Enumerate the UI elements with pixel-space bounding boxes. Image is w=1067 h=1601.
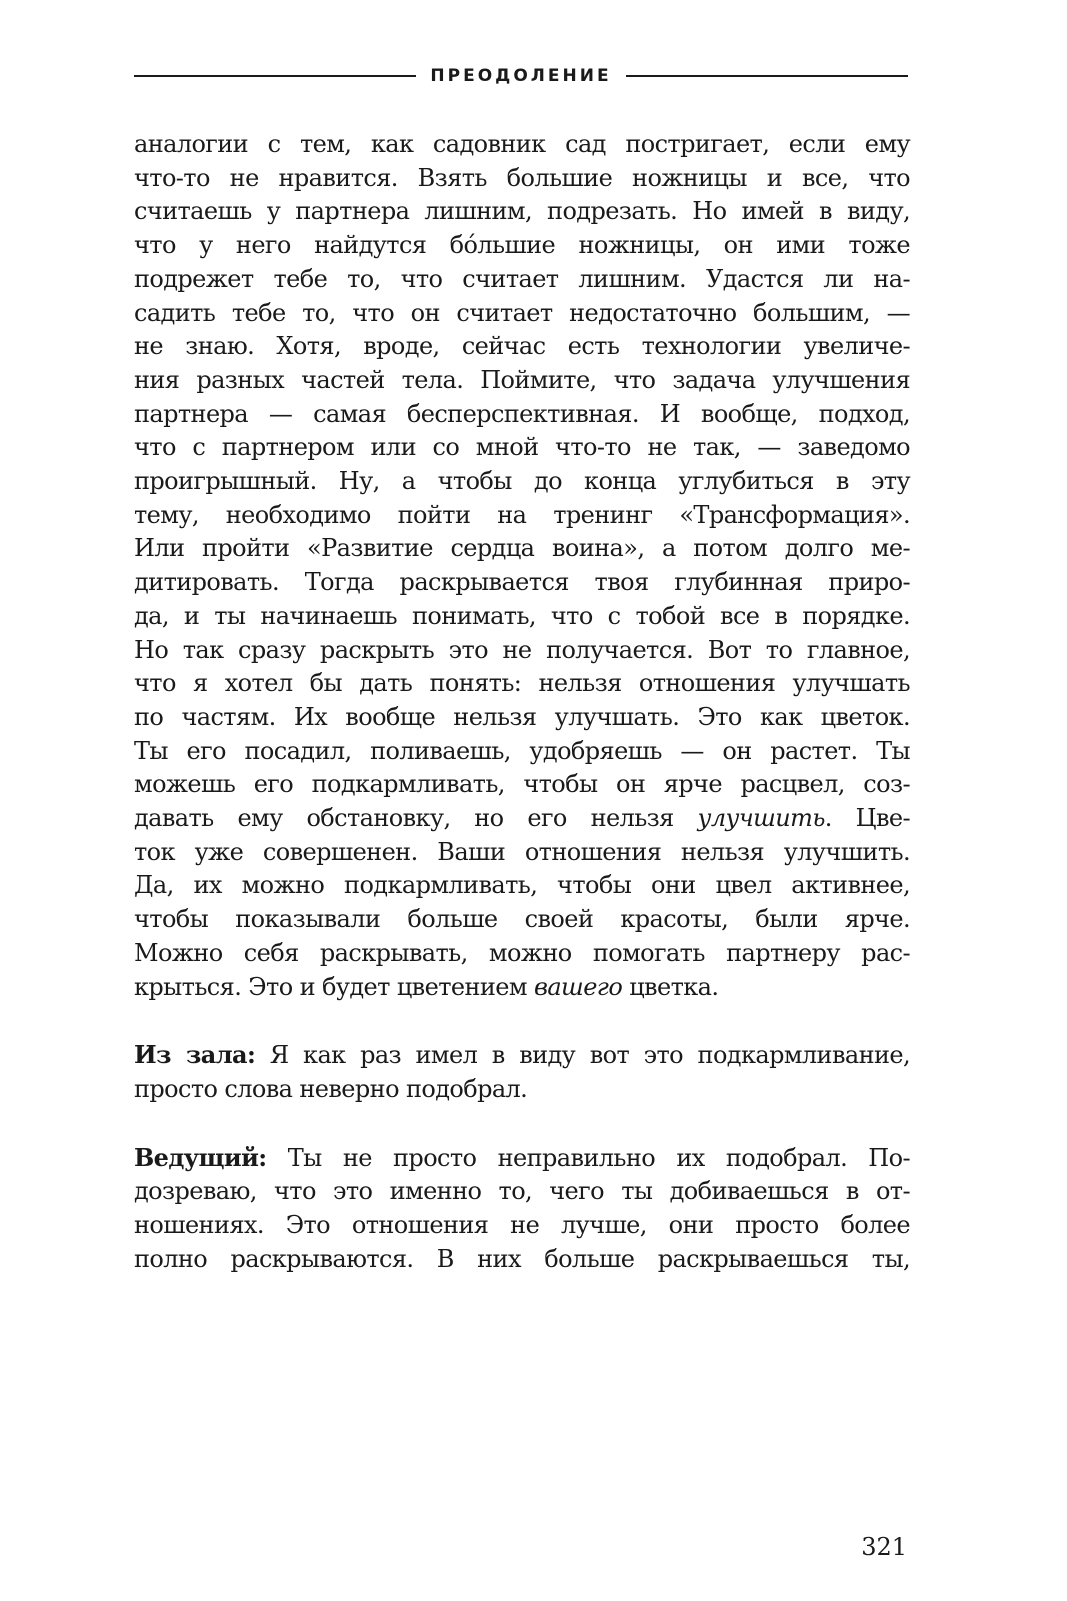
text-run: что я хотел бы дать понять: нельзя отношения улучшать <box>134 669 910 698</box>
text-run: по частям. Их вообще нельзя улучшать. Это как цветок. <box>134 702 910 731</box>
text-run: ния разных частей тела. Поймите, что задача улучшения <box>134 365 910 394</box>
paragraph-spacer <box>134 1107 910 1141</box>
text-run: полно раскрываются. В них больше раскрываешься ты, <box>134 1244 910 1273</box>
text-run: не знаю. Хотя, вроде, сейчас есть технологии увеличе- <box>134 332 910 361</box>
text-run: чтобы показывали больше своей красоты, были ярче. <box>134 905 910 934</box>
emphasis: улучшить <box>697 804 825 833</box>
paragraph <box>134 1141 910 1277</box>
text-line <box>134 1141 910 1176</box>
text-line <box>134 735 910 769</box>
text-line <box>134 263 910 297</box>
text-run: партнера — самая бесперспективная. И вообще, подход, <box>134 399 910 428</box>
text-run: подрежет тебе то, что считает лишним. Удастся ли на- <box>134 264 910 293</box>
text-run: ношениях. Это отношения не лучше, они просто более <box>134 1211 910 1240</box>
text-line <box>134 297 910 331</box>
text-run: Или пройти «Развитие сердца воина», а потом долго ме- <box>134 534 910 563</box>
text-line <box>134 195 910 229</box>
text-run: дитировать. Тогда раскрывается твоя глубинная приро- <box>134 568 910 597</box>
text-run: да, и ты начинаешь понимать, что с тобой все в порядке. <box>134 601 910 630</box>
running-header <box>134 62 908 90</box>
text-run: аналогии с тем, как садовник сад постригает, если ему <box>134 130 910 158</box>
text-run: проигрышный. Ну, а чтобы до конца углубиться в эту <box>134 467 910 496</box>
text-run: крыться. Это и будет цветением <box>134 972 534 1001</box>
text-run: Я как раз имел в виду вот это подкармливание, <box>255 1041 910 1070</box>
text-line <box>134 701 910 735</box>
paragraph-spacer <box>134 1004 910 1038</box>
text-run: тему, необходимо пойти на тренинг «Трансформация». <box>134 500 910 529</box>
text-line <box>134 1209 910 1243</box>
paragraph <box>134 128 910 1004</box>
text-line <box>134 499 910 533</box>
text-run: ток уже совершенен. Ваши отношения нельзя улучшить. <box>134 837 910 866</box>
text-line <box>134 566 910 600</box>
text-run: можешь его подкармливать, чтобы он ярче расцвел, соз- <box>134 770 910 799</box>
text-line <box>134 1073 910 1107</box>
header-rule-left <box>134 75 416 77</box>
text-run: что-то не нравится. Взять большие ножницы и все, что <box>134 163 910 192</box>
text-line <box>134 364 910 398</box>
text-line <box>134 903 910 937</box>
speaker-label: Ведущий: <box>134 1142 267 1172</box>
text-line <box>134 869 910 903</box>
text-line <box>134 1243 910 1277</box>
text-run: Но так сразу раскрыть это не получается. Вот то главное, <box>134 635 910 664</box>
body-text <box>134 128 910 1277</box>
text-line <box>134 1175 910 1209</box>
text-line <box>134 229 910 263</box>
text-line <box>134 600 910 634</box>
page-number: 321 <box>861 1533 907 1561</box>
text-line <box>134 836 910 870</box>
text-run: цветка. <box>622 972 719 1001</box>
text-line <box>134 532 910 566</box>
text-run: давать ему обстановку, но его нельзя <box>134 804 698 833</box>
text-run: просто слова неверно подобрал. <box>134 1074 528 1103</box>
header-rule-right <box>626 75 908 77</box>
text-line <box>134 330 910 364</box>
text-line <box>134 667 910 701</box>
text-line <box>134 802 910 836</box>
text-run: садить тебе то, что он считает недостаточно большим, — <box>134 298 910 327</box>
text-line <box>134 398 910 432</box>
text-line <box>134 937 910 971</box>
text-run: Да, их можно подкармливать, чтобы они цвел активнее, <box>134 871 910 900</box>
text-line <box>134 634 910 668</box>
text-line <box>134 768 910 802</box>
text-run: . Цве- <box>824 804 910 833</box>
text-run: что у него найдутся бóльшие ножницы, он ими тоже <box>134 231 910 260</box>
text-line <box>134 465 910 499</box>
speaker-label: Из зала: <box>134 1040 256 1070</box>
text-run: Можно себя раскрывать, можно помогать партнеру рас- <box>134 938 910 967</box>
text-line <box>134 1038 910 1073</box>
running-header-title: ПРЕОДОЛЕНИЕ <box>430 66 612 86</box>
text-run: Ты его посадил, поливаешь, удобряешь — он растет. Ты <box>134 736 910 765</box>
text-line <box>134 162 910 196</box>
text-run: дозреваю, что это именно то, чего ты добиваешься в от- <box>134 1177 910 1206</box>
text-line <box>134 128 910 162</box>
text-line <box>134 971 910 1005</box>
text-run: считаешь у партнера лишним, подрезать. Но имей в виду, <box>134 197 910 226</box>
text-run: что с партнером или со мной что-то не так, — заведомо <box>134 433 910 462</box>
paragraph <box>134 1038 910 1106</box>
text-line <box>134 431 910 465</box>
emphasis: вашего <box>533 972 623 1001</box>
text-run: Ты не просто неправильно их подобрал. По- <box>266 1143 910 1172</box>
